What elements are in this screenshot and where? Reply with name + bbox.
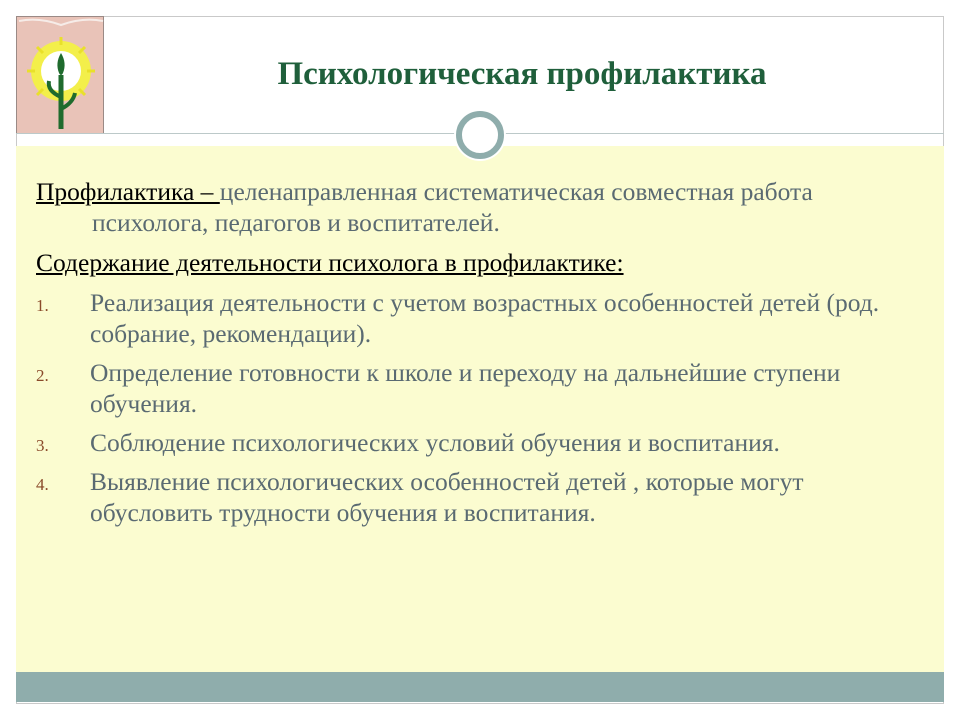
content-heading: Содержание деятельности психолога в профилактике: [36,248,624,277]
list-item [36,466,926,528]
candle-flame-icon [17,17,105,135]
slide-body [36,176,926,536]
list-item-text: Определение готовности к школе и переходу на дальнейшие ступени обучения. [90,358,841,418]
list-item [36,357,926,419]
page-title: Психологическая профилактика [277,56,767,92]
list-item-number: 1. [36,296,49,315]
definition-paragraph [36,176,926,238]
list-item-text: Выявление психологических особенностей детей , которые могут обусловить трудности обучения и воспитания. [90,467,804,527]
activity-list [36,287,926,528]
list-item-number: 3. [36,436,49,455]
list-item-number: 4. [36,475,49,494]
ring-icon [452,107,508,163]
definition-text: целенаправленная систематическая совместная работа психолога, педагогов и воспитателей. [92,177,813,237]
list-item-text: Соблюдение психологических условий обучения и воспитания. [90,428,780,457]
list-item-number: 2. [36,366,49,385]
list-item-text: Реализация деятельности с учетом возрастных особенностей детей (род. собрание, рекомендации). [90,288,880,348]
footer-bar [16,672,944,702]
list-item [36,427,926,458]
definition-term: Профилактика – [36,177,220,206]
logo [16,16,104,134]
list-item [36,287,926,349]
